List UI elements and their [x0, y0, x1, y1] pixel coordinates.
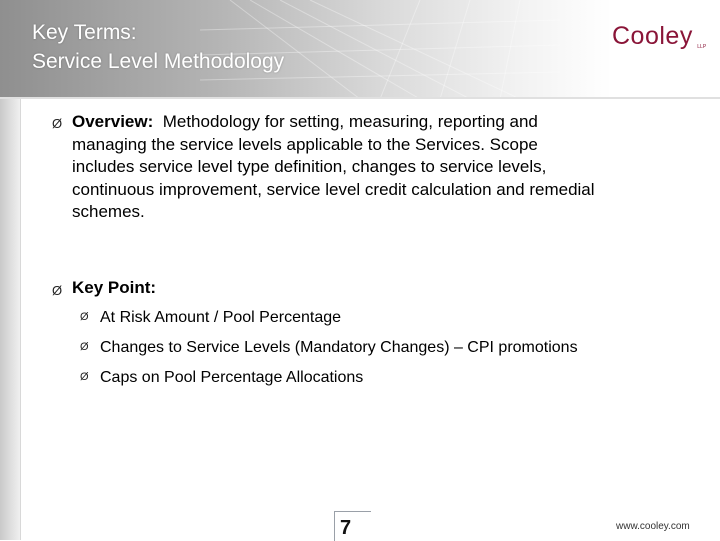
keypoint-heading [72, 277, 156, 300]
title-line-2: Service Level Methodology [32, 50, 285, 73]
logo-wordmark: Cooley [612, 22, 693, 50]
page-title [32, 18, 284, 76]
bullet-arrow-icon: Ø [52, 283, 63, 298]
overview-text: Methodology for setting, measuring, reporting and [162, 112, 538, 131]
keypoint-label: Key Point: [72, 278, 157, 297]
sub-bullet-arrow-icon: Ø [80, 371, 89, 383]
subpoint-item: Changes to Service Levels (Mandatory Changes) – CPI promotions [100, 339, 578, 356]
left-strip-divider [20, 99, 21, 540]
header-banner [0, 0, 720, 99]
logo-suffix: LLP [697, 44, 707, 50]
cooley-logo [612, 22, 706, 51]
footer-url: www.cooley.com [616, 521, 690, 532]
overview-line: includes service level type definition, changes to service levels, [72, 157, 547, 176]
subpoint-item: Caps on Pool Percentage Allocations [100, 369, 364, 386]
sub-bullet-arrow-icon: Ø [80, 341, 89, 353]
page-number: 7 [340, 517, 352, 539]
sub-bullet-arrow-icon: Ø [80, 311, 89, 323]
overview-label: Overview: [72, 112, 154, 131]
subpoint-item: At Risk Amount / Pool Percentage [100, 309, 342, 326]
bullet-arrow-icon: Ø [52, 116, 63, 131]
overview-paragraph [72, 111, 702, 224]
overview-line: schemes. [72, 202, 145, 221]
left-decorative-strip [0, 99, 21, 540]
overview-line: managing the service levels applicable to the Services. Scope [72, 134, 538, 154]
overview-first-line [72, 111, 702, 134]
overview-line: continuous improvement, service level credit calculation and remedial [72, 179, 595, 199]
title-line-1: Key Terms: [32, 21, 137, 44]
